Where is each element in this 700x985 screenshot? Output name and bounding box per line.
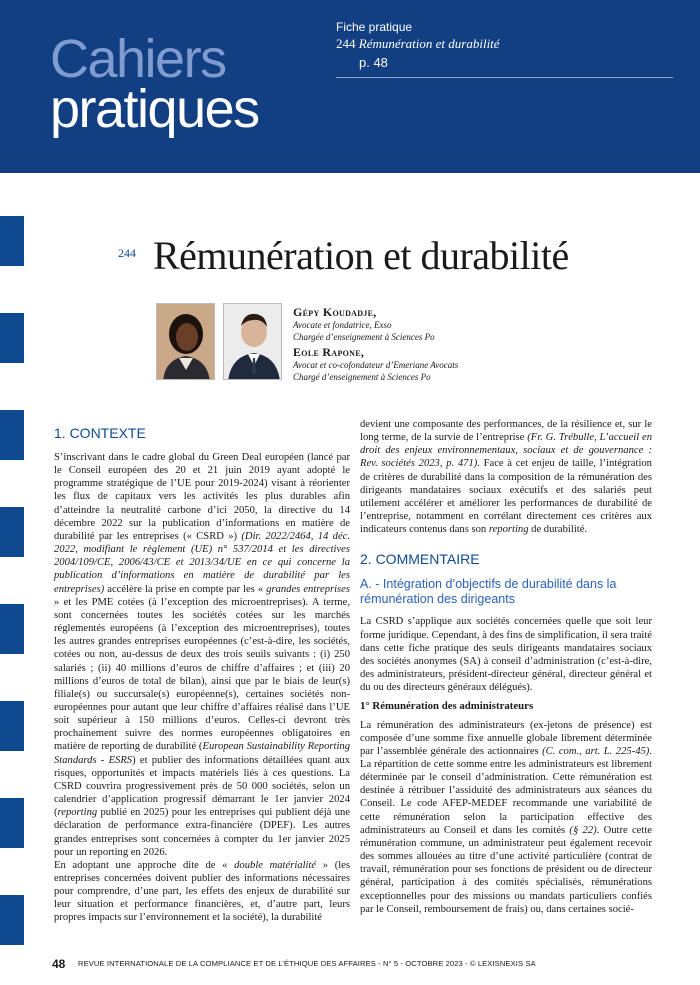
author-photo-1 — [156, 303, 215, 380]
authors-block — [293, 305, 593, 383]
minor-heading: 1° Rémunération des administrateurs — [360, 700, 534, 713]
fiche-title: Rémunération et durabilité — [358, 36, 500, 51]
section-heading: 1. CONTEXTE — [54, 425, 146, 441]
left-column — [54, 418, 350, 925]
thumb-tab — [0, 216, 24, 266]
author-role: Avocat et co-cofondateur d’Emeriane Avocats — [293, 360, 459, 370]
author-entry — [293, 345, 593, 383]
author-name: Gépy Koudadje, — [293, 305, 377, 319]
section-heading: 2. COMMENTAIRE — [360, 551, 480, 568]
subsection-heading: A. - Intégration d’objectifs de durabilité dans la rémunération des dirigeants — [360, 577, 617, 607]
thumb-tab — [0, 604, 24, 654]
article-number: 244 — [118, 246, 136, 260]
author-entry — [293, 305, 593, 343]
thumb-tab — [0, 798, 24, 848]
page-reference: p. 48 — [359, 55, 388, 70]
author-role: Avocate et fondatrice, Exso — [293, 320, 392, 330]
section-kicker: Fiche pratique — [336, 20, 413, 34]
author-role: Chargée d’enseignement à Sciences Po — [293, 331, 435, 342]
author-role: Chargé d’enseignement à Sciences Po — [293, 371, 431, 382]
thumb-tab — [0, 313, 24, 363]
body-paragraph: devient une composante des performances, de la résilience et, sur le long terme, de la survie de l’entreprise (Fr. G. Trébulle, L’accueil en droit des enjeux environnementaux, sociaux et de gouvernance : Rev. sociétés 2023, p. 471). Face à cet enjeu de taille, l’intégration de critères de durabilité dans la composition de la rémunération des dirigeants mandataires sociaux exécutifs et des salariés peut utilement accélérer et améliorer les performances de durabilité de l’entreprise, notamment en corrélant directement ces critères aux indicateurs contenus dans son reporting de durabilité. — [360, 419, 653, 536]
thumb-tab — [0, 410, 24, 460]
thumb-tab — [0, 895, 24, 945]
brand-title-line1: Cahiers — [50, 29, 226, 89]
fiche-number: 244 — [336, 36, 356, 51]
thumb-tab — [0, 701, 24, 751]
author-photo-2 — [223, 303, 282, 380]
journal-footer: REVUE INTERNATIONALE DE LA COMPLIANCE ET DE L’ÉTHIQUE DES AFFAIRES - N° 5 - OCTOBRE 2023 - © LEXISNEXIS SA — [78, 959, 536, 968]
header-divider — [336, 77, 673, 78]
body-paragraph: En adoptant une approche dite de « double matérialité » (les entreprises concernées doivent publier des informations nécessaires pour comprendre, d’une part, les effets des enjeux de durabilité sur leur situation et performance financières, et, d’autre part, leurs propres impacts sur l’environnement et la société), la durabilité — [54, 859, 351, 924]
body-paragraph: La rémunération des administrateurs (ex-jetons de présence) est composée d’une somme fixe annuelle globale librement déterminée par l’assemblée générale des actionnaires (C. com., art. L. 225-45). La répartition de cette somme entre les administrateurs est librement déterminée par le conseil d’administration. Cette rémunération est destinée à rétribuer l’assiduité des administrateurs aux séances du Conseil. Le code AFEP-MEDEF recommande une variabilité de cette rémunération selon la participation effective des administrateurs au Conseil et dans les comités (§ 22). Outre cette rémunération commune, un administrateur peut également recevoir des sommes allouées au titre d’une activité particulière (contrat de travail, rémunération pour ses fonctions de président ou de directeur général, participation à des comités spécialisés, rémunérations exceptionnelles pour des missions ou mandats particuliers confiés par le Conseil, remboursement de frais) ou, dans certaines socié- — [360, 719, 652, 915]
page-number: 48 — [52, 957, 66, 971]
brand-title-line2: pratiques — [50, 79, 259, 139]
body-paragraph: La CSRD s’applique aux sociétés concernées quelle que soit leur forme juridique. Cependant, à des fins de simplification, il sera traité dans cette fiche pratique des seuls dirigeants mandataires sociaux des sociétés anonymes (SA) à conseil d’administration (c’est-à-dire, des administrateurs, président-directeur général, directeur général et du ou des directeurs généraux délégués). — [360, 616, 652, 694]
article-title: Rémunération et durabilité — [153, 233, 569, 278]
thumb-tab — [0, 507, 24, 557]
author-name: Eole Rapone, — [293, 345, 365, 359]
masthead — [0, 0, 700, 173]
body-paragraph: S’inscrivant dans le cadre global du Green Deal européen (lancé par le Conseil européen des 20 et 21 juin 2019 ayant adopté le programme stratégique de l’UE pour 2019-2024) visant à réorienter les flux de capitaux vers les activités les plus durables afin d’atteindre la neutralité carbone d’ici 2050, la directive du 14 décembre 2022 sur la publication d’informations en matière de durabilité par les entreprises (« CSRD ») (Dir. 2022/2464, 14 déc. 2022, modifiant le règlement (UE) n° 537/2014 et les directives 2004/109/CE, 2006/43/CE et 2013/34/UE en ce qui concerne la publication d’informations en matière de durabilité par les entreprises) accélère la prise en compte par les « grandes entreprises » et les PME cotées (à l’exception des microentreprises). A terme, sont concernées toutes les sociétés cotées sur les marchés réglementés européens (à l’exception des microentreprises), toutes les autres grandes entreprises européennes (c’est-à-dire, les sociétés, cotées ou non, au-dessus de deux des trois seuils suivants : (i) 250 salariés ; (ii) 40 millions d’euros de chiffre d’affaires ; et (iii) 20 millions d’euros de total de bilan), ainsi que par le biais de leur(s) filiale(s) ou succursale(s) européenne(s), certaines sociétés non-européennes pour autant que leur chiffre d’affaires réalisé dans l’UE soit supérieur à 150 millions d’euros. Celles-ci devront très prochainement suivre des normes européennes obligatoires en matière de reporting de durabilité (European Sustainability Reporting Standards - ESRS) et publier des informations détaillées quant aux risques, opportunités et impacts matériels liés à ces questions. La CSRD couvrira progressivement près de 50 000 sociétés, selon un calendrier d’application progressif démarrant le 1er janvier 2024 (reporting publié en 2025) pour les entreprises qui publient déjà une déclaration de performance extra-financière (DPEF). Les autres grandes entreprises sont concernées à compter du 1er janvier 2025 pour un reporting en 2026. — [54, 452, 351, 858]
right-column — [360, 418, 652, 916]
fiche-reference — [336, 36, 500, 52]
